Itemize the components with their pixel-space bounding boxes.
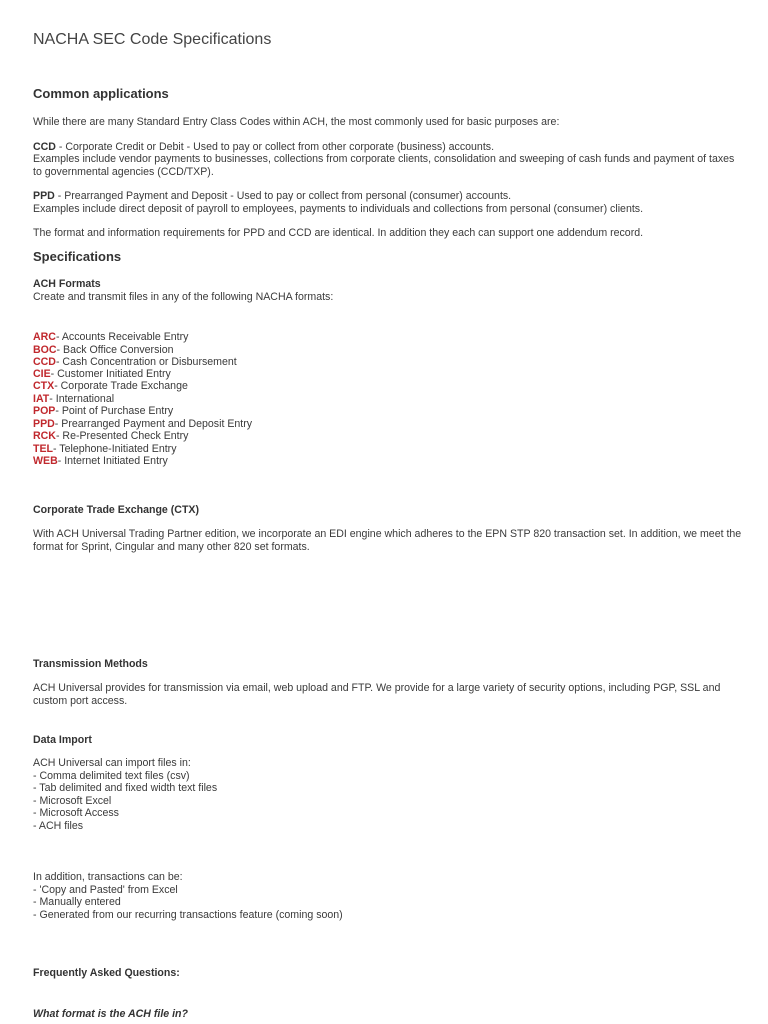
page-title: NACHA SEC Code Specifications — [33, 31, 272, 48]
format-desc: - Telephone-Initiated Entry — [53, 443, 177, 455]
format-desc: - Accounts Receivable Entry — [55, 331, 189, 343]
ppd-examples: Examples include direct deposit of payroll to employees, payments to individuals and collections from personal (consumer) clients. — [33, 203, 644, 215]
ccd-description: - Corporate Credit or Debit - Used to pay or collect from other corporate (business) accounts. — [55, 141, 495, 153]
format-desc: - Cash Concentration or Disbursement — [55, 356, 237, 368]
faq-heading: Frequently Asked Questions: — [33, 967, 180, 979]
format-item — [33, 405, 173, 418]
transactions-item: - 'Copy and Pasted' from Excel — [33, 884, 178, 896]
faq-question: What format is the ACH file in? — [33, 1008, 188, 1020]
format-desc: - Back Office Conversion — [56, 344, 174, 356]
format-item — [33, 331, 188, 344]
format-code: CIE — [33, 368, 51, 380]
format-code: RCK — [33, 430, 56, 442]
format-item — [33, 344, 174, 357]
format-code: WEB — [33, 455, 58, 467]
transactions-item: - Manually entered — [33, 896, 121, 908]
ppd-description: - Prearranged Payment and Deposit - Used to pay or collect from personal (consumer) accounts. — [54, 190, 512, 202]
format-item — [33, 368, 171, 381]
format-code: ARC — [33, 331, 56, 343]
format-item — [33, 430, 188, 443]
format-code: TEL — [33, 443, 54, 455]
ach-formats-intro: Create and transmit files in any of the following NACHA formats: — [33, 291, 334, 303]
common-intro: While there are many Standard Entry Class Codes within ACH, the most commonly used for basic purposes are: — [33, 116, 560, 128]
format-item — [33, 393, 114, 406]
format-code: CTX — [33, 380, 55, 392]
import-item: - Comma delimited text files (csv) — [33, 770, 190, 782]
ccd-code: CCD — [33, 141, 56, 153]
import-item: - Microsoft Excel — [33, 795, 112, 807]
transmission-body: ACH Universal provides for transmission via email, web upload and FTP. We provide for a large variety of security options, including PGP, SSL and custom port access. — [33, 682, 721, 707]
ccd-examples: Examples include vendor payments to businesses, collections from corporate clients, consolidation and sweeping of cash funds and payment of taxes to governmental agencies (CCD/TXP). — [33, 153, 735, 178]
ccd-line — [33, 141, 494, 154]
format-item — [33, 356, 237, 369]
format-item — [33, 455, 168, 468]
ppd-ccd-note: The format and information requirements for PPD and CCD are identical. In addition they each can support one addendum record. — [33, 227, 644, 239]
format-desc: - Prearranged Payment and Deposit Entry — [54, 418, 253, 430]
format-code: IAT — [33, 393, 50, 405]
format-desc: - Internet Initiated Entry — [57, 455, 168, 467]
ctx-body: With ACH Universal Trading Partner edition, we incorporate an EDI engine which adheres to the EPN STP 820 transaction set. In addition, we meet the format for Sprint, Cingular and many other 820 set formats. — [33, 528, 742, 553]
data-import-intro: ACH Universal can import files in: — [33, 757, 191, 769]
ppd-line — [33, 190, 511, 203]
ach-formats-heading: ACH Formats — [33, 278, 101, 290]
format-desc: - Point of Purchase Entry — [55, 405, 174, 417]
ppd-code: PPD — [33, 190, 55, 202]
format-desc: - Corporate Trade Exchange — [54, 380, 188, 392]
format-desc: - International — [49, 393, 115, 405]
format-code: BOC — [33, 344, 57, 356]
transmission-heading: Transmission Methods — [33, 658, 148, 670]
specifications-heading: Specifications — [33, 249, 122, 264]
common-applications-heading: Common applications — [33, 86, 169, 101]
format-code: PPD — [33, 418, 55, 430]
data-import-heading: Data Import — [33, 734, 92, 746]
format-item — [33, 418, 252, 431]
transactions-item: - Generated from our recurring transactions feature (coming soon) — [33, 909, 343, 921]
format-code: CCD — [33, 356, 56, 368]
format-item — [33, 380, 188, 393]
format-code: POP — [33, 405, 56, 417]
import-item: - ACH files — [33, 820, 84, 832]
format-desc: - Customer Initiated Entry — [50, 368, 171, 380]
format-desc: - Re-Presented Check Entry — [55, 430, 189, 442]
import-item: - Tab delimited and fixed width text files — [33, 782, 218, 794]
import-item: - Microsoft Access — [33, 807, 119, 819]
transactions-intro: In addition, transactions can be: — [33, 871, 183, 883]
format-item — [33, 443, 177, 456]
ctx-heading: Corporate Trade Exchange (CTX) — [33, 504, 200, 516]
